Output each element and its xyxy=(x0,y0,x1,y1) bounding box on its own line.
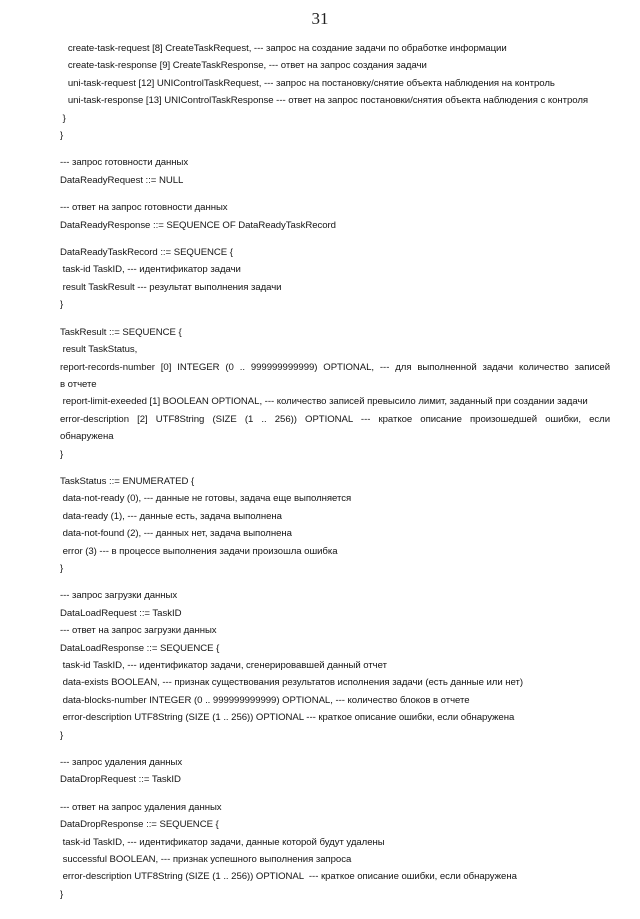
text-line: TaskStatus ::= ENUMERATED { xyxy=(60,475,195,487)
text-line: successful BOOLEAN, --- признак успешного выполнения запроса xyxy=(60,854,352,866)
text-line: обнаружена xyxy=(60,431,114,443)
text-line: create-task-response [9] CreateTaskResponse, --- ответ на запрос создания задачи xyxy=(60,60,427,72)
text-line: data-not-found (2), --- данных нет, задача выполнена xyxy=(60,528,292,540)
text-line: } xyxy=(60,299,64,311)
text-line: --- запрос удаления данных xyxy=(60,757,183,769)
text-line: --- запрос загрузки данных xyxy=(60,590,178,602)
text-line: task-id TaskID, --- идентификатор задачи, данные которой будут удалены xyxy=(60,836,385,848)
text-line: --- ответ на запрос готовности данных xyxy=(60,202,228,214)
text-line: } xyxy=(60,562,64,574)
text-line: --- запрос готовности данных xyxy=(60,157,189,169)
text-line: result TaskResult --- результат выполнения задачи xyxy=(60,281,282,293)
document-body xyxy=(60,40,610,903)
text-line: DataLoadResponse ::= SEQUENCE { xyxy=(60,642,220,654)
text-line: error-description UTF8String (SIZE (1 .. 256)) OPTIONAL --- краткое описание ошибки, если обнаружена xyxy=(60,871,517,883)
text-line: data-exists BOOLEAN, --- признак существования результатов исполнения задачи (есть данные или нет) xyxy=(60,677,523,689)
text-line: data-not-ready (0), --- данные не готовы, задача еще выполняется xyxy=(60,493,352,505)
text-line: DataReadyTaskRecord ::= SEQUENCE { xyxy=(60,247,233,259)
text-line: DataDropRequest ::= TaskID xyxy=(60,774,181,786)
text-line: DataLoadRequest ::= TaskID xyxy=(60,607,182,619)
text-line: TaskResult ::= SEQUENCE { xyxy=(60,326,182,338)
text-line: } xyxy=(60,112,66,124)
text-line: DataDropResponse ::= SEQUENCE { xyxy=(60,819,219,831)
page-number: 31 xyxy=(311,9,329,28)
text-line: DataReadyResponse ::= SEQUENCE OF DataReadyTaskRecord xyxy=(60,219,336,231)
text-line: task-id TaskID, --- идентификатор задачи xyxy=(60,264,241,276)
text-line: } xyxy=(60,448,64,460)
text-line: error (3) --- в процессе выполнения задачи произошла ошибка xyxy=(60,545,338,557)
text-line: task-id TaskID, --- идентификатор задачи, сгенерировавшей данный отчет xyxy=(60,660,387,671)
text-line: --- ответ на запрос загрузки данных xyxy=(60,625,217,637)
text-line: report-records-number [0] INTEGER (0 .. 999999999999) OPTIONAL, --- для выполненной задачи количество записей xyxy=(60,361,610,373)
text-line: report-limit-exeeded [1] BOOLEAN OPTIONAL, --- количество записей превысило лимит, заданный при создании задачи xyxy=(60,396,588,408)
text-line: uni-task-response [13] UNIControlTaskResponse --- ответ на запрос постановки/снятия объекта наблюдения с контроля xyxy=(60,95,589,107)
text-line: uni-task-request [12] UNIControlTaskRequest, --- запрос на постановку/снятие объекта наблюдения на контроль xyxy=(60,77,555,89)
text-line: DataReadyRequest ::= NULL xyxy=(60,174,184,186)
text-line: data-blocks-number INTEGER (0 .. 999999999999) OPTIONAL, --- количество блоков в отчете xyxy=(60,694,470,706)
text-line: data-ready (1), --- данные есть, задача выполнена xyxy=(60,510,282,522)
text-line: } xyxy=(60,888,64,900)
text-line: } xyxy=(60,729,64,741)
text-line: } xyxy=(60,130,64,142)
text-line: error-description [2] UTF8String (SIZE (1 .. 256)) OPTIONAL --- краткое описание произошедшей ошибки, если xyxy=(60,413,610,425)
text-line: --- ответ на запрос удаления данных xyxy=(60,801,222,813)
text-line: result TaskStatus, xyxy=(60,344,138,356)
text-line: в отчете xyxy=(60,378,97,390)
text-line: error-description UTF8String (SIZE (1 .. 256)) OPTIONAL --- краткое описание ошибки, если обнаружена xyxy=(60,712,515,724)
text-line: create-task-request [8] CreateTaskRequest, --- запрос на создание задачи по обработке информации xyxy=(60,43,507,54)
